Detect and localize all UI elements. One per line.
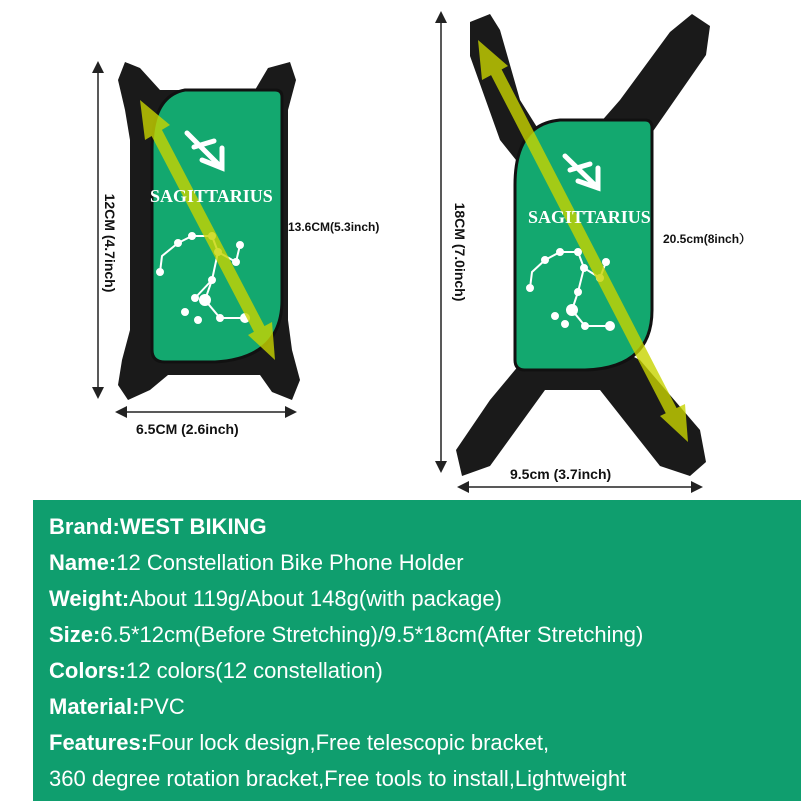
left-diagonal-label: 13.6CM(5.3inch) <box>288 220 380 234</box>
left-height-label: 12CM (4.7inch) <box>102 193 118 293</box>
spec-value: 12 Constellation Bike Phone Holder <box>116 550 464 575</box>
right-phone-holder <box>441 14 710 487</box>
spec-key: Brand: <box>49 514 120 539</box>
left-zodiac-label: SAGITTARIUS <box>150 186 273 206</box>
left-phone-holder <box>98 62 300 412</box>
spec-value: WEST BIKING <box>119 514 267 539</box>
spec-value: PVC <box>139 694 185 719</box>
spec-key: Material: <box>49 694 140 719</box>
spec-panel <box>33 500 801 801</box>
spec-key: Name: <box>49 550 117 575</box>
spec-material <box>49 694 185 720</box>
left-width-label: 6.5CM (2.6inch) <box>136 421 239 437</box>
spec-key: Colors: <box>49 658 126 683</box>
spec-key: Size: <box>49 622 101 647</box>
spec-value: 12 colors(12 constellation) <box>126 658 383 683</box>
spec-value: 6.5*12cm(Before Stretching)/9.5*18cm(After Stretching) <box>100 622 644 647</box>
spec-weight <box>49 586 502 612</box>
right-zodiac-label: SAGITTARIUS <box>528 207 651 227</box>
spec-brand <box>49 514 267 540</box>
spec-value: About 119g/About 148g(with package) <box>129 586 502 611</box>
right-width-label: 9.5cm (3.7inch) <box>510 466 612 482</box>
spec-name <box>49 550 464 576</box>
spec-key: Features: <box>49 730 149 755</box>
spec-value: Four lock design,Free telescopic bracket, <box>148 730 550 755</box>
spec-key: Weight: <box>49 586 130 611</box>
spec-features-cont <box>49 766 626 792</box>
spec-colors <box>49 658 383 684</box>
right-height-label: 18CM (7.0inch) <box>452 202 468 302</box>
spec-features <box>49 730 549 756</box>
spec-value: 360 degree rotation bracket,Free tools to install,Lightweight <box>49 766 627 791</box>
spec-size <box>49 622 643 648</box>
right-diagonal-label: 20.5cm(8inch） <box>663 232 752 246</box>
